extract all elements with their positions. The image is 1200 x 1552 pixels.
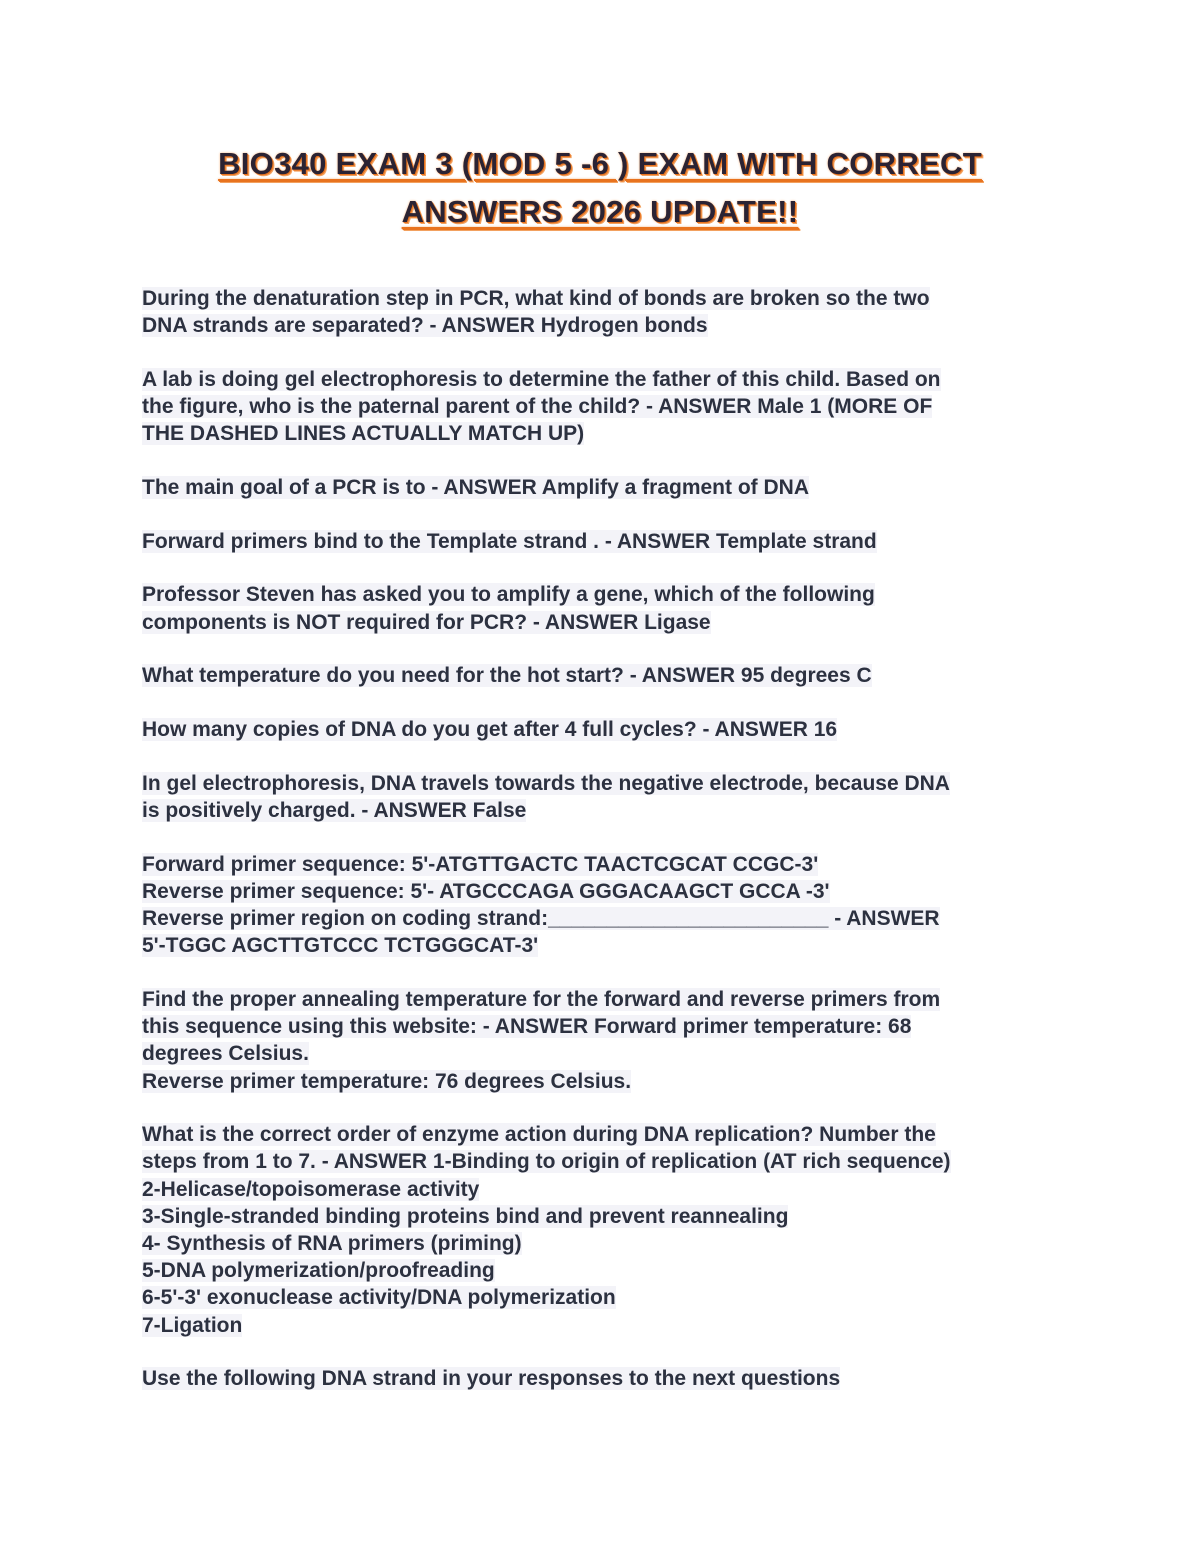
qa-line-text: How many copies of DNA do you get after 4 full cycles? - ANSWER 16: [142, 718, 838, 742]
qa-line: [142, 312, 1072, 339]
qa-line-text: Find the proper annealing temperature for the forward and reverse primers from: [142, 987, 941, 1011]
qa-item: [142, 716, 1072, 743]
qa-line-text: A lab is doing gel electrophoresis to determine the father of this child. Based on: [142, 367, 941, 391]
qa-line-text: is positively charged. - ANSWER False: [142, 798, 527, 822]
qa-line: [142, 851, 1072, 878]
qa-line-text: Forward primer sequence: 5'-ATGTTGACTC TAACTCGCAT CCGC-3': [142, 852, 819, 876]
qa-line-text: Reverse primer temperature: 76 degrees Celsius.: [142, 1069, 632, 1093]
qa-line: [142, 797, 1072, 824]
qa-line-text: Reverse primer region on coding strand:________________________ - ANSWER: [142, 907, 940, 931]
qa-line: [142, 1203, 1072, 1230]
qa-item: [142, 770, 1072, 824]
qa-line: [142, 1068, 1072, 1095]
qa-line: [142, 1257, 1072, 1284]
qa-line: [142, 1230, 1072, 1257]
qa-line-text: Reverse primer sequence: 5'- ATGCCCAGA GGGACAAGCT GCCA -3': [142, 879, 830, 903]
qa-line: [142, 1365, 1072, 1392]
qa-line-text: DNA strands are separated? - ANSWER Hydrogen bonds: [142, 314, 708, 338]
qa-line: [142, 528, 1072, 555]
qa-line: [142, 393, 1072, 420]
qa-line-text: components is NOT required for PCR? - ANSWER Ligase: [142, 610, 711, 634]
qa-line-text: 4- Synthesis of RNA primers (priming): [142, 1232, 522, 1256]
qa-line: [142, 609, 1072, 636]
qa-line-text: the figure, who is the paternal parent of the child? - ANSWER Male 1 (MORE OF: [142, 395, 933, 419]
qa-line: [142, 285, 1072, 312]
document-title: [140, 140, 1060, 236]
title-line-1: BIO340 EXAM 3 (MOD 5 -6 ) EXAM WITH CORRECT: [218, 146, 982, 181]
qa-item: [142, 366, 1072, 448]
qa-line: [142, 905, 1072, 932]
qa-item: [142, 474, 1072, 501]
title-line-2: ANSWERS 2026 UPDATE!!: [401, 194, 799, 229]
qa-line-text: 5-DNA polymerization/proofreading: [142, 1259, 495, 1283]
qa-line: [142, 1312, 1072, 1339]
qa-item: [142, 986, 1072, 1095]
qa-line: [142, 932, 1072, 959]
qa-line: [142, 1148, 1072, 1175]
qa-line-text: What is the correct order of enzyme action during DNA replication? Number the: [142, 1123, 936, 1147]
qa-line: [142, 474, 1072, 501]
qa-line-text: Forward primers bind to the Template strand . - ANSWER Template strand: [142, 529, 877, 553]
qa-line: [142, 1176, 1072, 1203]
qa-item: [142, 662, 1072, 689]
qa-line-text: this sequence using this website: - ANSWER Forward primer temperature: 68: [142, 1015, 912, 1039]
qa-line-text: 6-5'-3' exonuclease activity/DNA polymerization: [142, 1286, 616, 1310]
qa-line: [142, 366, 1072, 393]
qa-line: [142, 1121, 1072, 1148]
qa-line-text: Professor Steven has asked you to amplify a gene, which of the following: [142, 583, 875, 607]
qa-item: [142, 851, 1072, 960]
qa-item: [142, 1121, 1072, 1339]
qa-line: [142, 662, 1072, 689]
qa-item: [142, 528, 1072, 555]
qa-line: [142, 986, 1072, 1013]
qa-line: [142, 770, 1072, 797]
qa-line: [142, 878, 1072, 905]
qa-line-text: In gel electrophoresis, DNA travels towards the negative electrode, because DNA: [142, 771, 950, 795]
qa-line: [142, 420, 1072, 447]
qa-line: [142, 581, 1072, 608]
qa-line: [142, 716, 1072, 743]
qa-line-text: 2-Helicase/topoisomerase activity: [142, 1177, 480, 1201]
qa-line: [142, 1284, 1072, 1311]
qa-line-text: What temperature do you need for the hot start? - ANSWER 95 degrees C: [142, 664, 872, 688]
qa-line-text: Use the following DNA strand in your responses to the next questions: [142, 1367, 841, 1391]
qa-line: [142, 1040, 1072, 1067]
qa-list: [142, 285, 1072, 1419]
qa-line-text: The main goal of a PCR is to - ANSWER Amplify a fragment of DNA: [142, 476, 809, 500]
qa-line-text: steps from 1 to 7. - ANSWER 1-Binding to origin of replication (AT rich sequence): [142, 1150, 951, 1174]
qa-line-text: 3-Single-stranded binding proteins bind and prevent reannealing: [142, 1204, 789, 1228]
qa-line-text: During the denaturation step in PCR, what kind of bonds are broken so the two: [142, 287, 930, 310]
qa-line-text: THE DASHED LINES ACTUALLY MATCH UP): [142, 422, 585, 446]
qa-item: [142, 1365, 1072, 1392]
qa-line-text: 7-Ligation: [142, 1313, 243, 1337]
qa-line-text: degrees Celsius.: [142, 1042, 309, 1066]
qa-line-text: 5'-TGGC AGCTTGTCCC TCTGGGCAT-3': [142, 934, 539, 958]
qa-item: [142, 581, 1072, 635]
qa-line: [142, 1013, 1072, 1040]
qa-item: [142, 285, 1072, 339]
